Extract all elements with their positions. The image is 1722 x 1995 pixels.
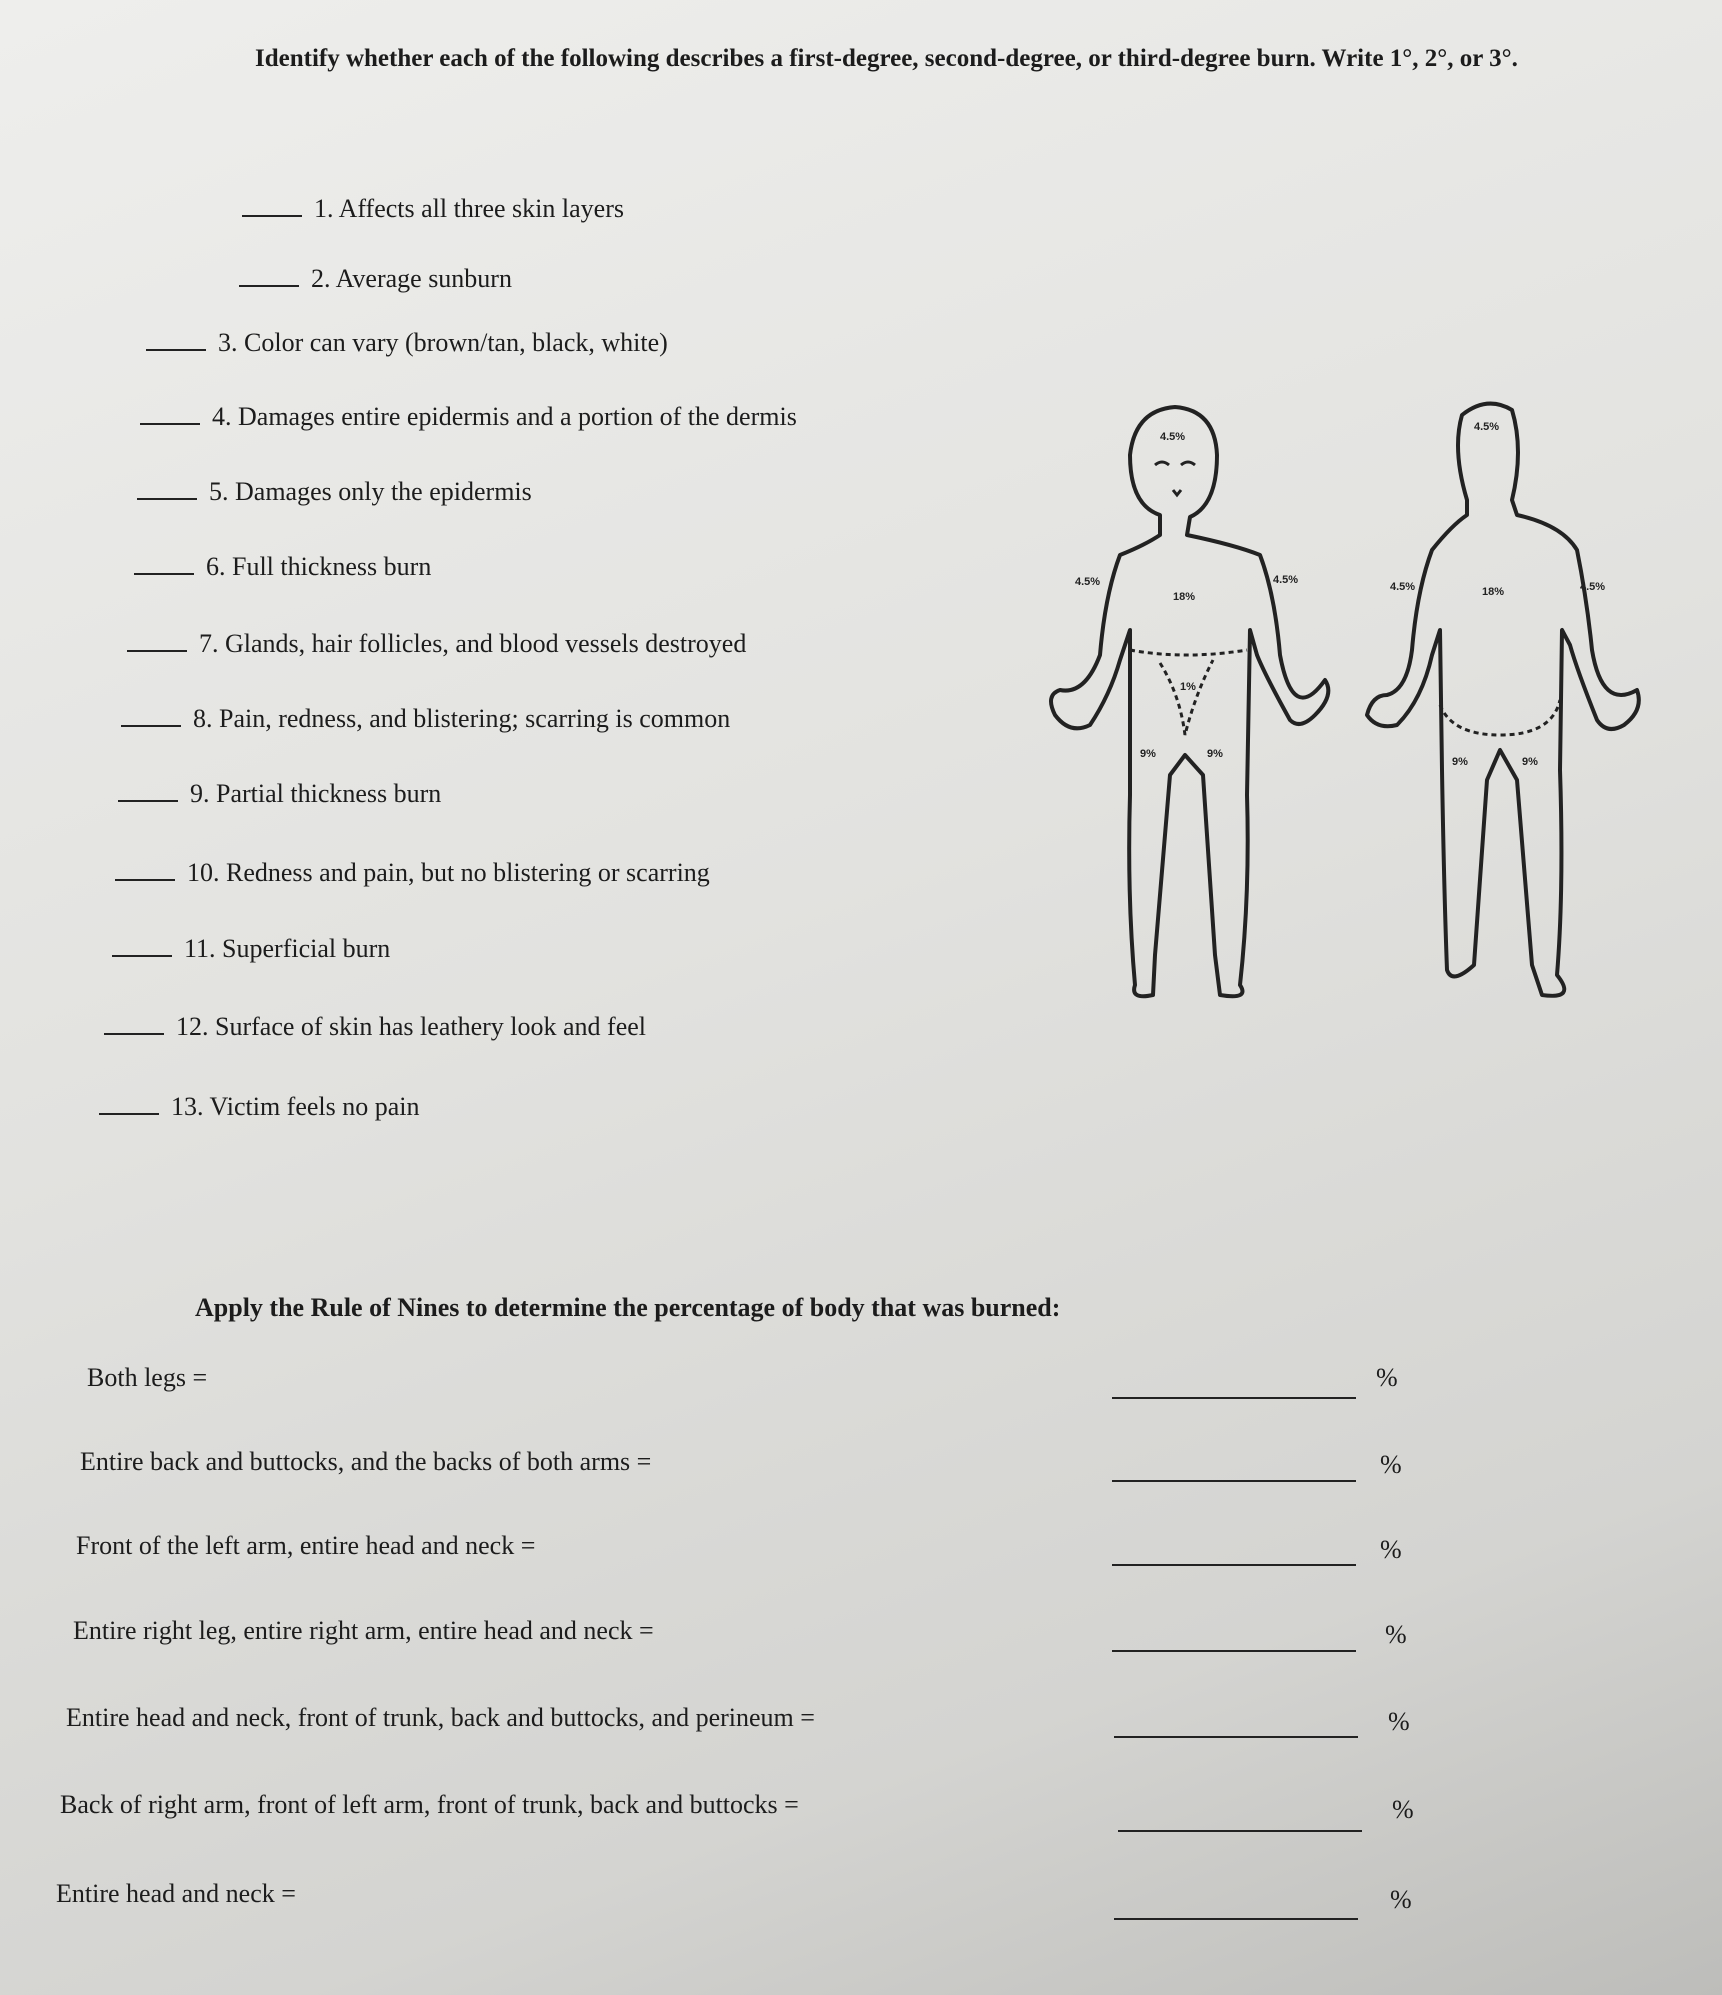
question-text: 12. Surface of skin has leathery look and feel (176, 1012, 647, 1041)
front-left-leg-label: 9% (1207, 748, 1223, 760)
question-12 (104, 1011, 646, 1042)
question-7 (127, 628, 746, 659)
rule-row-label: Entire back and buttocks, and the backs of both arms = (80, 1447, 652, 1476)
question-13 (99, 1091, 420, 1122)
percent-sign: % (1388, 1707, 1410, 1736)
percent-sign: % (1380, 1450, 1402, 1479)
question-1 (242, 193, 624, 224)
answer-blank[interactable] (112, 933, 172, 957)
answer-blank[interactable] (239, 263, 299, 287)
front-trunk-label: 18% (1173, 591, 1196, 603)
rule-row-label: Back of right arm, front of left arm, front of trunk, back and buttocks = (60, 1790, 799, 1819)
front-perineum-label: 1% (1180, 681, 1196, 693)
answer-blank[interactable] (1112, 1562, 1356, 1566)
question-8 (121, 703, 730, 734)
instructions: Identify whether each of the following describes a first-degree, second-degree, or third-degree burn. Write 1°, 2°, or 3°. (255, 45, 1518, 72)
answer-blank[interactable] (134, 551, 194, 575)
question-5 (137, 476, 532, 507)
rule-row-label: Entire right leg, entire right arm, entire head and neck = (73, 1616, 654, 1645)
question-text: 3. Color can vary (brown/tan, black, white) (218, 328, 668, 357)
back-head-label: 4.5% (1474, 421, 1500, 433)
answer-blank[interactable] (140, 401, 200, 425)
question-text: 8. Pain, redness, and blistering; scarring is common (193, 704, 731, 733)
answer-blank[interactable] (137, 476, 197, 500)
question-text: 4. Damages entire epidermis and a portion of the dermis (212, 402, 797, 431)
rule-of-nines-heading: Apply the Rule of Nines to determine the percentage of body that was burned: (195, 1293, 1061, 1322)
front-head-label: 4.5% (1160, 431, 1186, 443)
answer-blank[interactable] (127, 628, 187, 652)
back-right-leg-label: 9% (1522, 756, 1538, 768)
rule-row-label: Front of the left arm, entire head and neck = (76, 1531, 536, 1560)
percent-sign: % (1392, 1795, 1414, 1824)
question-4 (140, 401, 797, 432)
answer-blank[interactable] (115, 857, 175, 881)
question-10 (115, 857, 710, 888)
question-text: 9. Partial thickness burn (190, 779, 442, 808)
answer-blank[interactable] (121, 703, 181, 727)
question-2 (239, 263, 512, 294)
answer-blank[interactable] (1112, 1478, 1356, 1482)
back-trunk-label: 18% (1482, 586, 1505, 598)
question-text: 7. Glands, hair follicles, and blood vessels destroyed (199, 629, 747, 658)
back-left-arm-label: 4.5% (1390, 581, 1416, 593)
answer-blank[interactable] (1114, 1916, 1358, 1920)
front-right-leg-label: 9% (1140, 748, 1156, 760)
answer-blank[interactable] (146, 327, 206, 351)
percent-sign: % (1385, 1620, 1407, 1649)
answer-blank[interactable] (242, 193, 302, 217)
back-right-arm-label: 4.5% (1580, 581, 1606, 593)
question-text: 1. Affects all three skin layers (314, 194, 624, 223)
answer-blank[interactable] (118, 778, 178, 802)
front-body-diagram (1035, 395, 1345, 1005)
question-text: 10. Redness and pain, but no blistering or scarring (187, 858, 710, 887)
answer-blank[interactable] (1114, 1734, 1358, 1738)
back-left-leg-label: 9% (1452, 756, 1468, 768)
back-body-diagram (1352, 390, 1652, 1005)
answer-blank[interactable] (99, 1091, 159, 1115)
rule-row-label: Entire head and neck = (56, 1879, 296, 1908)
answer-blank[interactable] (1118, 1828, 1362, 1832)
question-6 (134, 551, 431, 582)
question-11 (112, 933, 390, 964)
percent-sign: % (1390, 1885, 1412, 1914)
percent-sign: % (1376, 1363, 1398, 1392)
question-3 (146, 327, 668, 358)
answer-blank[interactable] (104, 1011, 164, 1035)
question-9 (118, 778, 441, 809)
front-left-arm-label: 4.5% (1273, 574, 1299, 586)
question-text: 6. Full thickness burn (206, 552, 432, 581)
question-text: 2. Average sunburn (311, 264, 512, 293)
answer-blank[interactable] (1112, 1395, 1356, 1399)
rule-row-label: Entire head and neck, front of trunk, back and buttocks, and perineum = (66, 1703, 815, 1732)
rule-row-label: Both legs = (87, 1363, 208, 1392)
percent-sign: % (1380, 1535, 1402, 1564)
question-text: 13. Victim feels no pain (171, 1092, 420, 1121)
answer-blank[interactable] (1112, 1648, 1356, 1652)
front-right-arm-label: 4.5% (1075, 576, 1101, 588)
question-text: 11. Superficial burn (184, 934, 391, 963)
question-text: 5. Damages only the epidermis (209, 477, 532, 506)
